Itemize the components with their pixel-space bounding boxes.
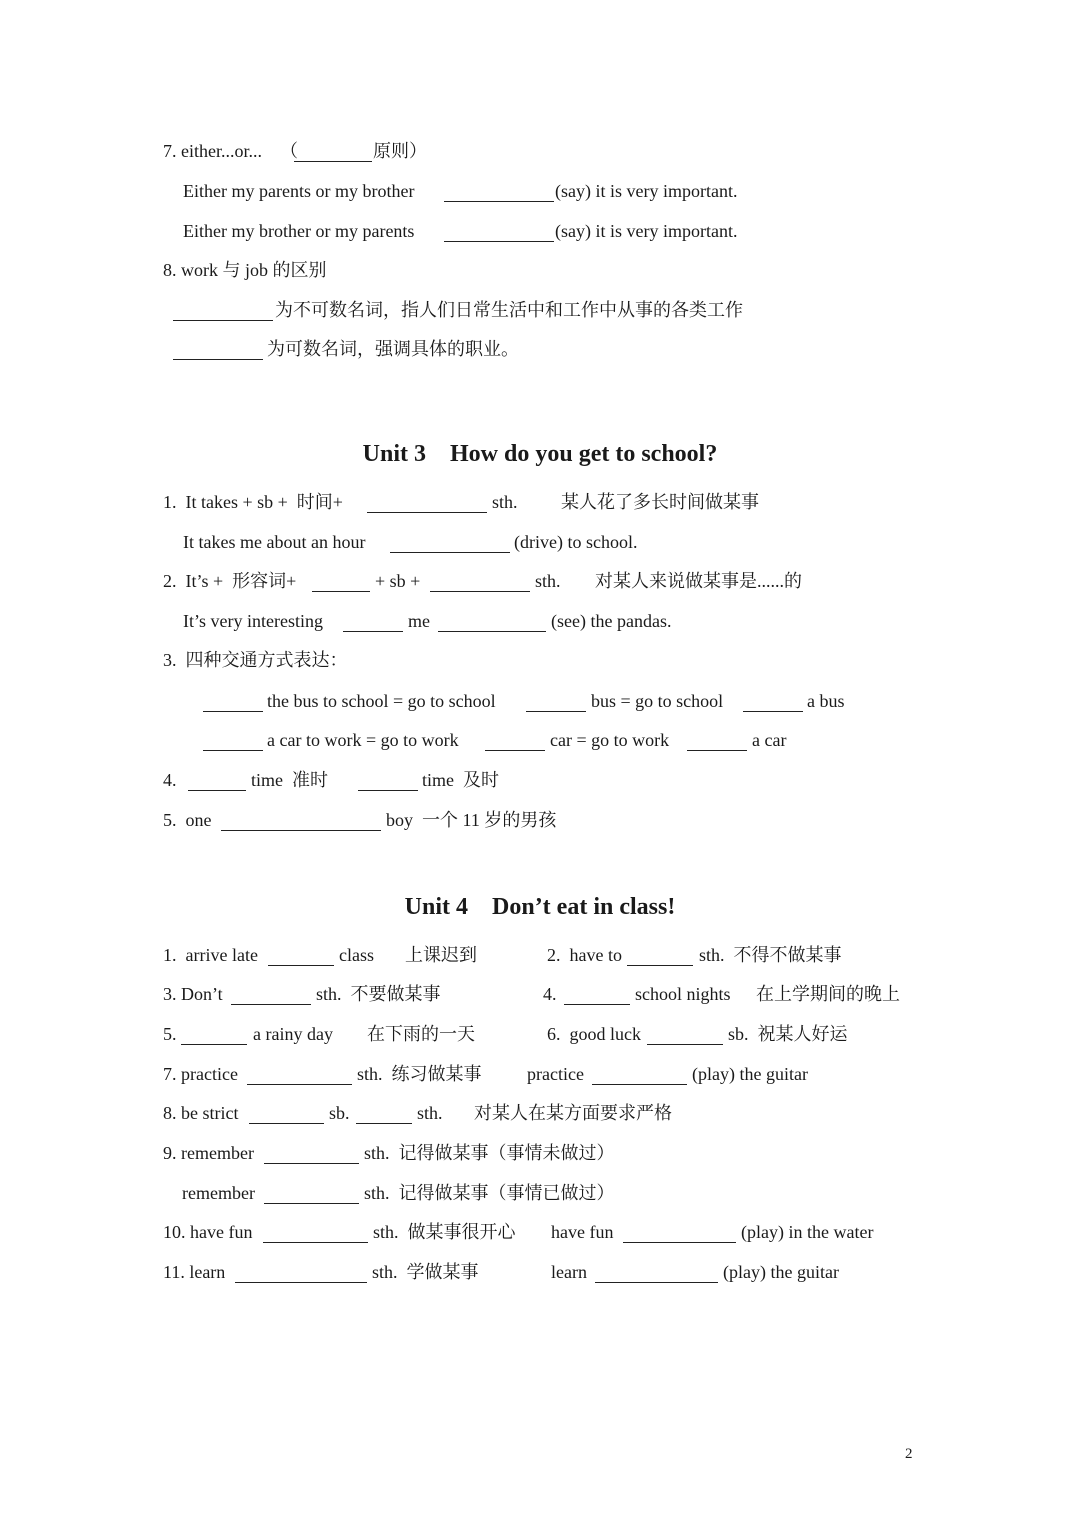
answer-blank[interactable] [263, 1222, 368, 1243]
u4-row-1: 1. arrive late class 上课迟到 2. have to sth. 不得不做某事 [163, 945, 842, 965]
answer-blank[interactable] [247, 1064, 352, 1085]
q7-sentence-1: Either my parents or my brother (say) it is very important. [183, 181, 738, 201]
answer-blank[interactable] [203, 691, 263, 712]
answer-blank[interactable] [358, 770, 418, 791]
u4-row-4: 7. practice sth. 练习做某事 practice (play) the guitar [163, 1064, 808, 1084]
answer-blank[interactable] [444, 181, 554, 202]
q7-rule: 原则） [373, 141, 427, 161]
answer-blank[interactable] [173, 339, 263, 360]
u3-q2: 2. It’s + 形容词+ + sb + sth. 对某人来说做某事是......的 [163, 571, 802, 591]
answer-blank[interactable] [343, 611, 403, 632]
answer-blank[interactable] [592, 1064, 687, 1085]
u4-row-8: 10. have fun sth. 做某事很开心 have fun (play) in the water [163, 1222, 874, 1242]
u4-row-2: 3. Don’t sth. 不要做某事 4. school nights 在上学期间的晚上 [163, 984, 900, 1004]
paren: （ [280, 141, 298, 161]
answer-blank[interactable] [627, 945, 693, 966]
u3-q1: 1. It takes + sb + 时间+ sth. 某人花了多长时间做某事 [163, 492, 759, 512]
answer-blank[interactable] [221, 810, 381, 831]
answer-blank[interactable] [264, 1143, 359, 1164]
u4-row-3: 5. a rainy day 在下雨的一天 6. good luck sb. 祝某人好运 [163, 1024, 848, 1044]
u4-row-9: 11. learn sth. 学做某事 learn (play) the guitar [163, 1262, 839, 1282]
answer-blank[interactable] [647, 1024, 723, 1045]
u4-row-7: remember sth. 记得做某事（事情已做过） [182, 1183, 615, 1203]
answer-blank[interactable] [390, 532, 510, 553]
answer-blank[interactable] [264, 1183, 359, 1204]
answer-blank[interactable] [444, 221, 554, 242]
q8-line-2: 为可数名词，强调具体的职业。 [0, 334, 9, 364]
q8-line-1: 为不可数名词，指人们日常生活中和工作中从事的各类工作 [0, 295, 9, 325]
answer-blank[interactable] [367, 492, 487, 513]
answer-blank[interactable] [687, 730, 747, 751]
answer-blank[interactable] [203, 730, 263, 751]
q8-heading: 8. work 与 job 的区别 [163, 260, 327, 280]
u3-q4: 4. time 准时 time 及时 [163, 770, 499, 790]
q7-either-or [0, 136, 427, 166]
answer-blank[interactable] [526, 691, 586, 712]
u3-q3-row-2: a car to work = go to work car = go to work a car [0, 725, 9, 755]
unit4-title: Unit 4 Don’t eat in class! [404, 894, 676, 920]
u3-q1-example: It takes me about an hour (drive) to school. [183, 532, 638, 552]
answer-blank[interactable] [181, 1024, 247, 1045]
answer-blank[interactable] [268, 945, 334, 966]
answer-blank[interactable] [173, 300, 273, 321]
answer-blank[interactable] [623, 1222, 736, 1243]
q7-sentence-2: Either my brother or my parents (say) it is very important. [183, 221, 738, 241]
answer-blank[interactable] [430, 571, 530, 592]
answer-blank[interactable] [231, 984, 311, 1005]
answer-blank[interactable] [564, 984, 630, 1005]
answer-blank[interactable] [312, 571, 370, 592]
page-number: 2 [905, 1446, 913, 1462]
answer-blank[interactable] [356, 1103, 412, 1124]
u3-q2-example: It’s very interesting me (see) the pandas. [183, 611, 672, 631]
answer-blank[interactable] [595, 1262, 718, 1283]
answer-blank[interactable] [438, 611, 546, 632]
unit3-title: Unit 3 How do you get to school? [362, 441, 718, 467]
answer-blank[interactable] [235, 1262, 367, 1283]
u4-row-6: 9. remember sth. 记得做某事（事情未做过） [163, 1143, 615, 1163]
answer-blank[interactable] [485, 730, 545, 751]
answer-blank[interactable] [294, 141, 372, 162]
u3-q3-row-1: the bus to school = go to school bus = go to school a bus [0, 686, 9, 716]
u3-q3-heading: 3. 四种交通方式表达： [163, 650, 348, 670]
answer-blank[interactable] [188, 770, 246, 791]
answer-blank[interactable] [743, 691, 803, 712]
answer-blank[interactable] [249, 1103, 324, 1124]
u3-q5: 5. one boy 一个 11 岁的男孩 [163, 810, 557, 830]
u4-row-5: 8. be strict sb. sth. 对某人在某方面要求严格 [163, 1103, 672, 1123]
q7-label: 7. either...or... [163, 141, 262, 161]
